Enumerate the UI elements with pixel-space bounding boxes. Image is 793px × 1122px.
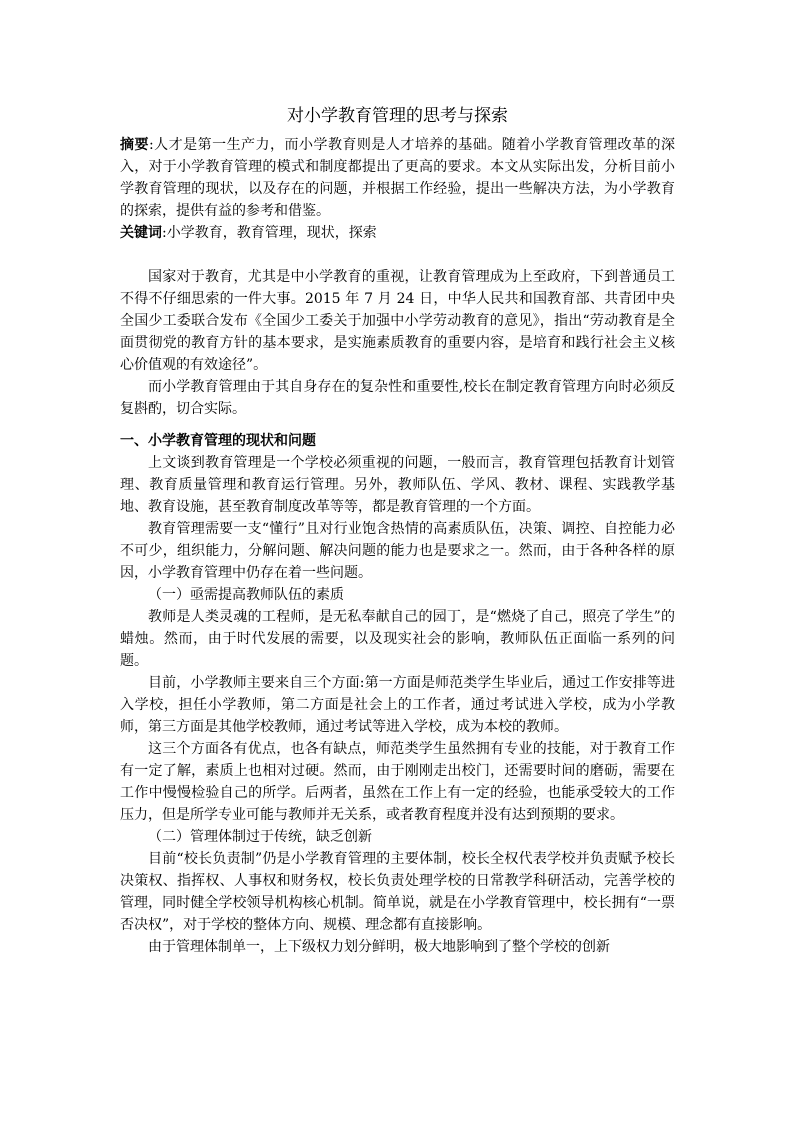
body-paragraph: 上文谈到教育管理是一个学校必须重视的问题，一般而言，教育管理包括教育计划管理、教育质量管理和教育运行管理。另外，教师队伍、学风、教材、课程、实践教学基地、教育设施，甚至教育制度改革等等，都是教育管理的一个方面。	[120, 455, 675, 515]
intro-paragraph: 而小学教育管理由于其自身存在的复杂性和重要性,校长在制定教育管理方向时必须反复斟酌，切合实际。	[120, 379, 675, 417]
document-body	[120, 103, 675, 958]
body-paragraph: 由于管理体制单一，上下级权力划分鲜明，极大地影响到了整个学校的创新	[148, 939, 610, 955]
body-paragraph: 教育管理需要一支“懂行”且对行业饱含热情的高素质队伍，决策、调控、自控能力必不可少，组织能力，分解问题、解决问题的能力也是要求之一。然而，由于各种各样的原因，小学教育管理中仍存在着一些问题。	[120, 521, 675, 581]
abstract	[120, 134, 675, 222]
body-paragraph: 这三个方面各有优点，也各有缺点，师范类学生虽然拥有专业的技能，对于教育工作有一定了解，素质上也相对过硬。然而，由于刚刚走出校门，还需要时间的磨砺，需要在工作中慢慢检验自己的所学。后两者，虽然在工作上有一定的经验，也能承受较大的工作压力，但是所学专业可能与教师并无关系，或者教育程度并没有达到预期的要求。	[120, 741, 675, 823]
intro-paragraph: 国家对于教育，尤其是中小学教育的重视，让教育管理成为上至政府，下到普通员工不得不仔细思索的一件大事。2015 年 7 月 24 日，中华人民共和国教育部、共青团中央全国少工委联合发布《全国少工委关于加强中小学劳动教育的意见》，指出“劳动教育是全面贯彻党的教育方针的基本要求，是实施素质教育的重要内容，是培育和践行社会主义核心价值观的有效途径”。	[120, 269, 675, 373]
page-title: 对小学教育管理的思考与探索	[287, 106, 508, 126]
subsection-heading: （二）管理体制过于传统，缺乏创新	[148, 829, 372, 845]
abstract-label: 摘要	[120, 137, 149, 153]
body-paragraph: 教师是人类灵魂的工程师，是无私奉献自己的园丁，是“燃烧了自己，照亮了学生”的蜡烛。然而，由于时代发展的需要，以及现实社会的影响，教师队伍正面临一系列的问题。	[120, 609, 675, 669]
keywords-label: 关键词	[120, 225, 162, 241]
body-paragraph: 目前“校长负责制”仍是小学教育管理的主要体制，校长全权代表学校并负责赋予校长决策权、指挥权、人事权和财务权，校长负责处理学校的日常教学科研活动，完善学校的管理，同时健全学校领导机构核心机制。简单说，就是在小学教育管理中，校长拥有“一票否决权”，对于学校的整体方向、规模、理念都有直接影响。	[120, 851, 675, 933]
section-heading: 一、小学教育管理的现状和问题	[120, 433, 316, 449]
subsection-heading: （一）亟需提高教师队伍的素质	[148, 587, 344, 603]
keywords	[120, 222, 675, 244]
body-paragraph: 目前，小学教师主要来自三个方面:第一方面是师范类学生毕业后，通过工作安排等进入学校，担任小学教师，第二方面是社会上的工作者，通过考试进入学校，成为小学教师，第三方面是其他学校教师，通过考试等进入学校，成为本校的教师。	[120, 675, 675, 735]
abstract-text: :人才是第一生产力，而小学教育则是人才培养的基础。随着小学教育管理改革的深入，对于小学教育管理的模式和制度都提出了更高的要求。本文从实际出发，分析目前小学教育管理的现状，以及存在的问题，并根据工作经验，提出一些解决方法，为小学教育的探索，提供有益的参考和借鉴。	[120, 137, 676, 219]
spacer	[120, 244, 675, 266]
keywords-text: :小学教育，教育管理，现状，探索	[162, 225, 377, 241]
